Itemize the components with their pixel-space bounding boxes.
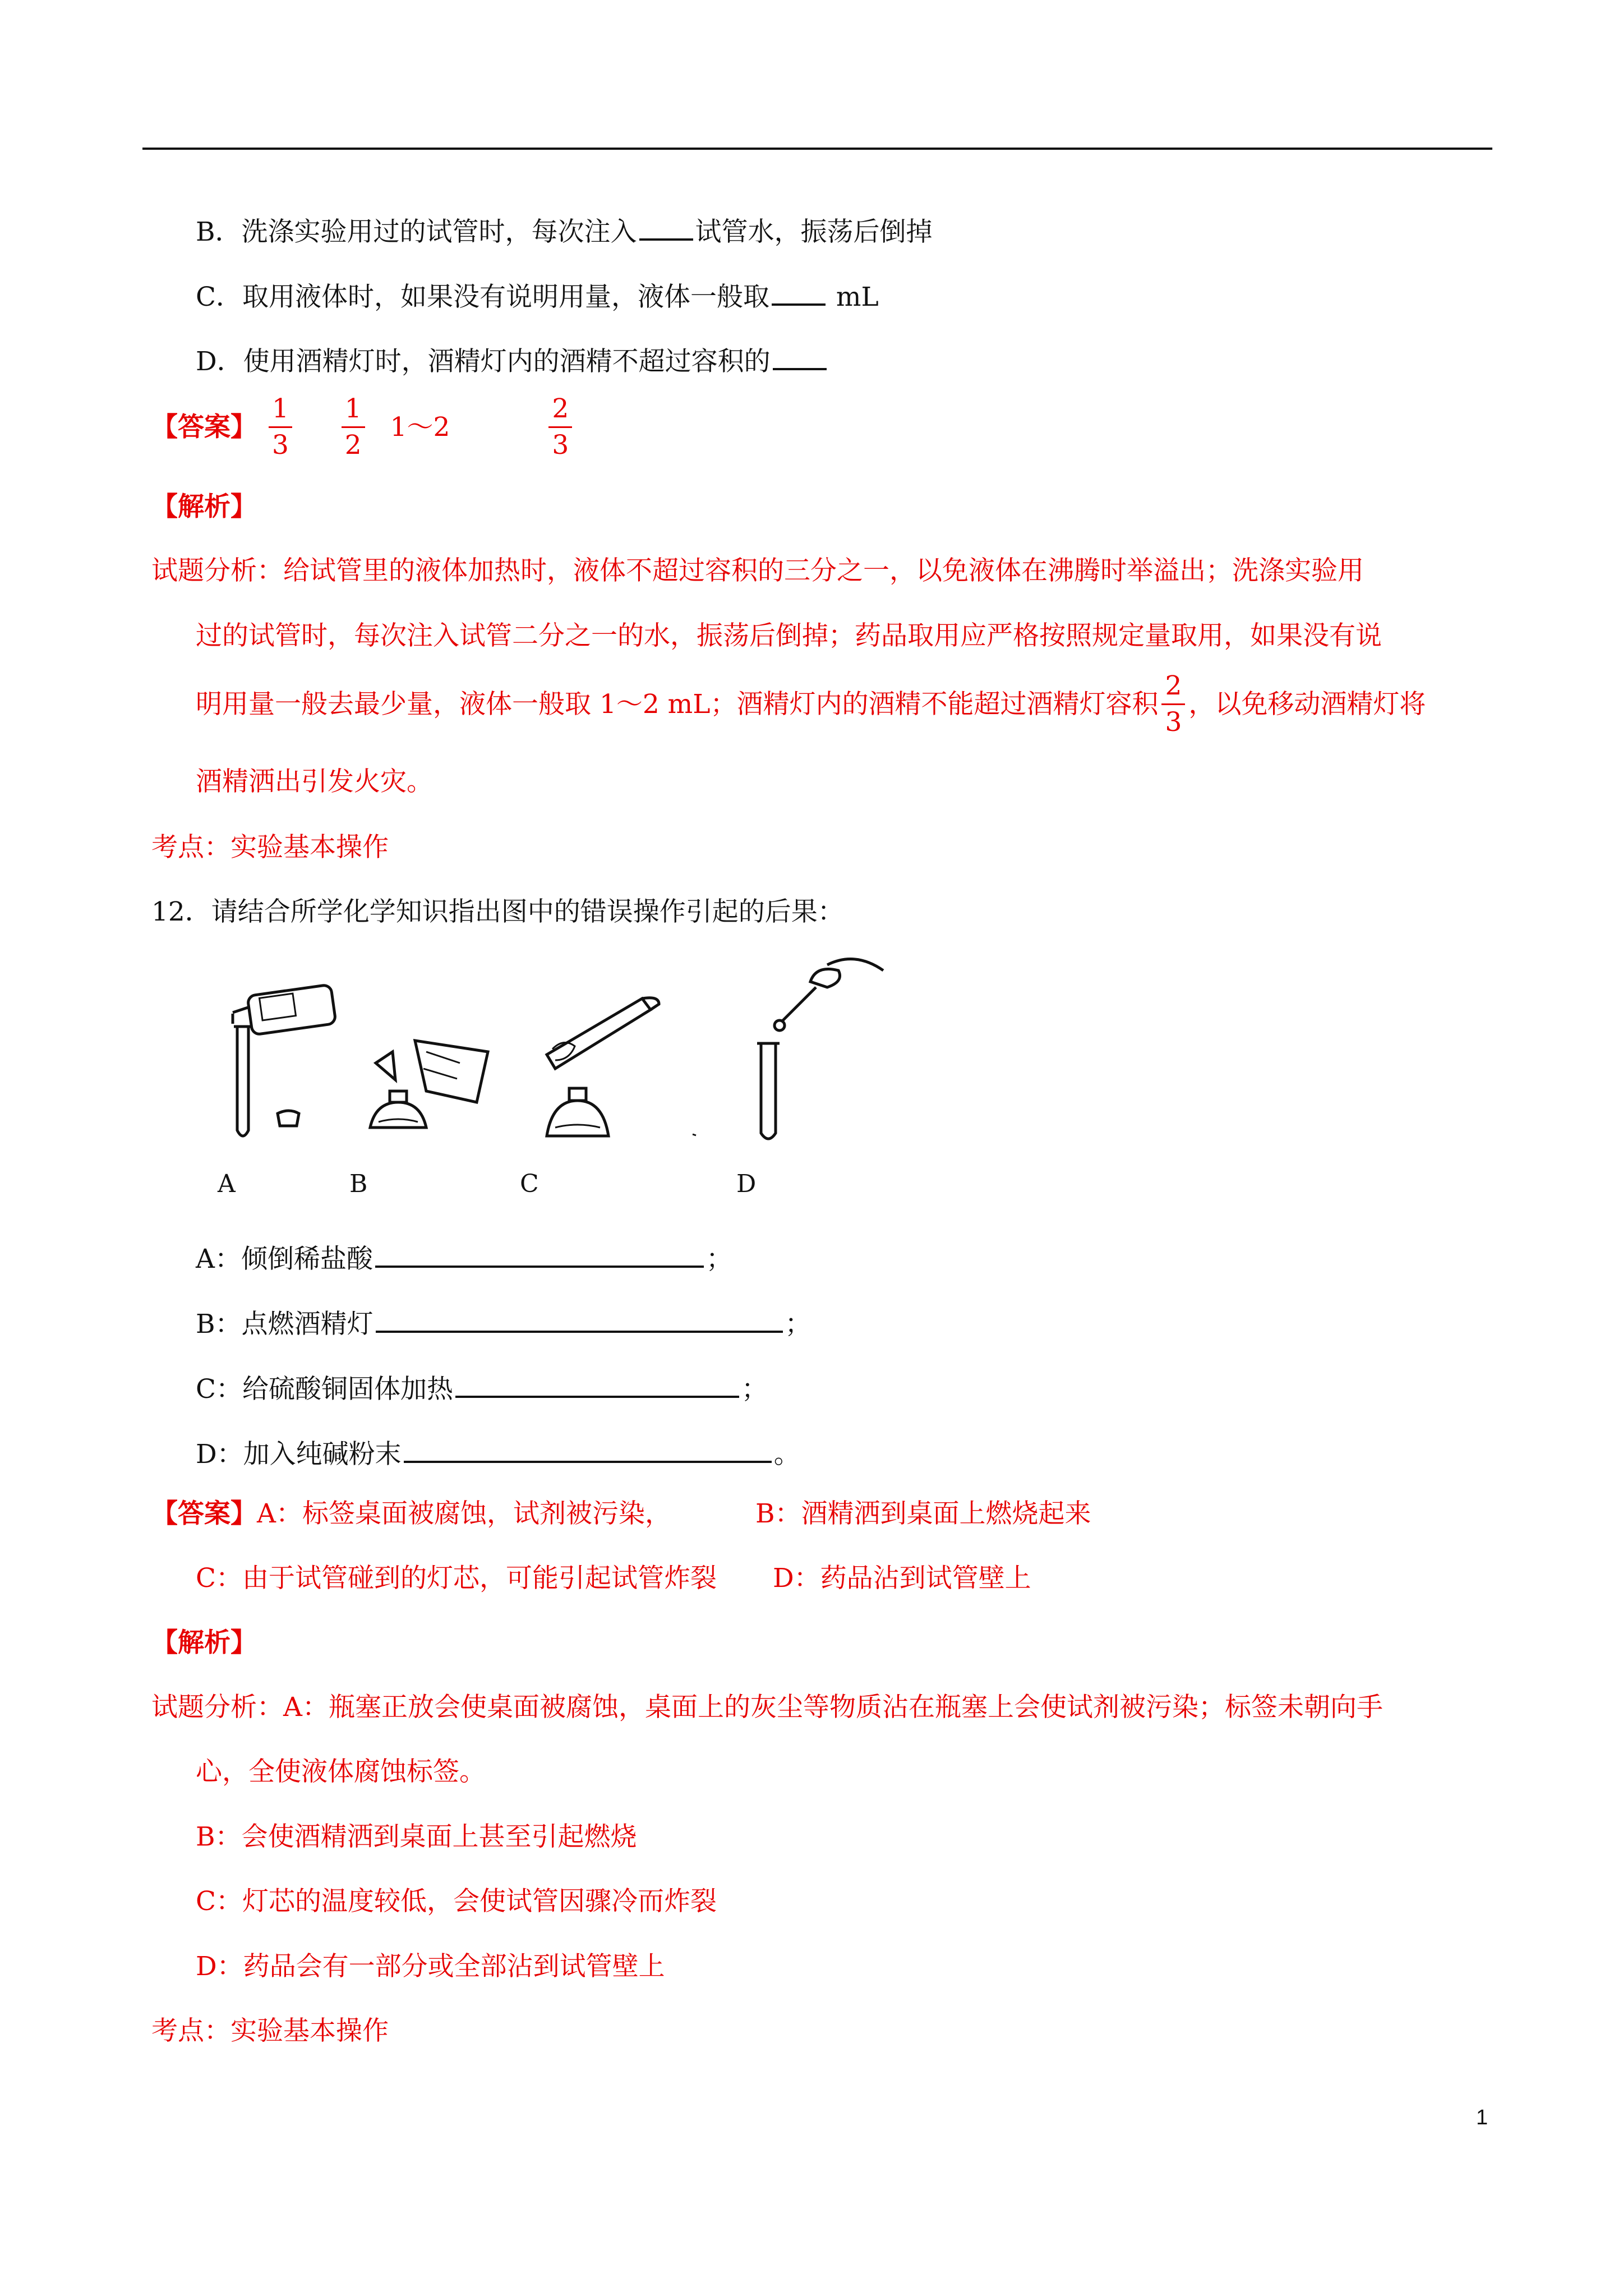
- figure-label-b: B: [349, 1170, 368, 1198]
- q12-stem: 12．请结合所学化学知识指出图中的错误操作引起的后果：: [151, 896, 844, 927]
- fill-blank: [773, 343, 827, 370]
- q12-item-b: B：点燃酒精灯 ；: [196, 1306, 811, 1337]
- q11-analysis-line-1: 试题分析：给试管里的液体加热时，液体不超过容积的三分之一，以免液体在沸腾时举溢出；洗涤实验用: [151, 555, 1364, 586]
- q12-kaodian: 考点：实验基本操作: [151, 2016, 389, 2046]
- q12-analysis-b: B：会使酒精洒到桌面上甚至引起燃烧: [196, 1821, 637, 1852]
- q12-analysis-d: D：药品会有一部分或全部沾到试管壁上: [196, 1951, 665, 1982]
- fill-blank: [455, 1371, 739, 1398]
- fill-blank: [639, 214, 693, 241]
- q11-analysis-line-4: 酒精洒出引发火灾。: [196, 766, 433, 797]
- figure-label-c: C: [520, 1170, 539, 1198]
- fill-blank: [404, 1436, 772, 1463]
- fraction-one-third: $\frac{1}{3}$: [269, 394, 292, 461]
- fraction-two-thirds: $\frac{2}{3}$: [1161, 671, 1185, 738]
- q12-item-c: C：给硫酸铜固体加热 ；: [196, 1371, 768, 1402]
- q12-answer-line-2: C：由于试管碰到的灯芯，可能引起试管炸裂 D：药品沾到试管壁上: [196, 1563, 1031, 1594]
- figure-label-d: D: [736, 1170, 757, 1198]
- figure-a-pouring-illustration: [227, 979, 351, 1142]
- fill-blank: [376, 1306, 783, 1333]
- q12-analysis-c: C：灯芯的温度较低，会使试管因骤冷而炸裂: [196, 1886, 717, 1917]
- figure-b-lamp-illustration: [359, 1007, 505, 1147]
- q12-analysis-label: 【解析】: [151, 1627, 257, 1658]
- q12-item-a: A：倾倒稀盐酸 ；: [196, 1241, 732, 1272]
- q12-item-d: D：加入纯碱粉末 。: [196, 1436, 800, 1467]
- q11-analysis-label: 【解析】: [151, 491, 257, 522]
- page-number: 1: [1476, 2106, 1488, 2129]
- fill-blank: [772, 279, 826, 306]
- figure-d-powder-illustration: [749, 954, 895, 1144]
- q11-option-c: C．取用液体时，如果没有说明用量，液体一般取 mL: [196, 279, 879, 310]
- q12-analysis-line-2: 心，全使液体腐蚀标签。: [196, 1756, 486, 1787]
- figure-c-heating-illustration: [530, 993, 704, 1150]
- header-rule: [142, 148, 1492, 150]
- q12-analysis-line-1: 试题分析：A：瓶塞正放会使桌面被腐蚀，桌面上的灰尘等物质沾在瓶塞上会使试剂被污染；标签未朝向手: [151, 1692, 1383, 1723]
- figure-label-a: A: [218, 1170, 236, 1198]
- q12-answer-line-1: 【答案】A：标签桌面被腐蚀，试剂被污染， B：酒精洒到桌面上燃烧起来: [151, 1498, 1091, 1529]
- fill-blank: [375, 1241, 704, 1268]
- q11-analysis-line-3: 明用量一般去最少量，液体一般取 1～2 mL；酒精灯内的酒精不能超过酒精灯容积 $\frac{2}{3}$ ，以免移动酒精灯将: [196, 670, 1426, 738]
- q11-option-d: D．使用酒精灯时，酒精灯内的酒精不超过容积的: [196, 343, 829, 375]
- fraction-two-thirds: $\frac{2}{3}$: [548, 394, 572, 461]
- fraction-one-half: $\frac{1}{2}$: [342, 394, 365, 461]
- q11-analysis-line-2: 过的试管时，每次注入试管二分之一的水，振荡后倒掉；药品取用应严格按照规定量取用，如果没有说: [196, 620, 1382, 651]
- q11-option-b: B．洗涤实验用过的试管时，每次注入 试管水，振荡后倒掉: [196, 214, 933, 245]
- q11-kaodian: 考点：实验基本操作: [151, 832, 389, 863]
- q11-answer: 【答案】 $\frac{1}{3}$ $\frac{1}{2}$ 1～2 $\frac{2}{3}$: [151, 394, 575, 461]
